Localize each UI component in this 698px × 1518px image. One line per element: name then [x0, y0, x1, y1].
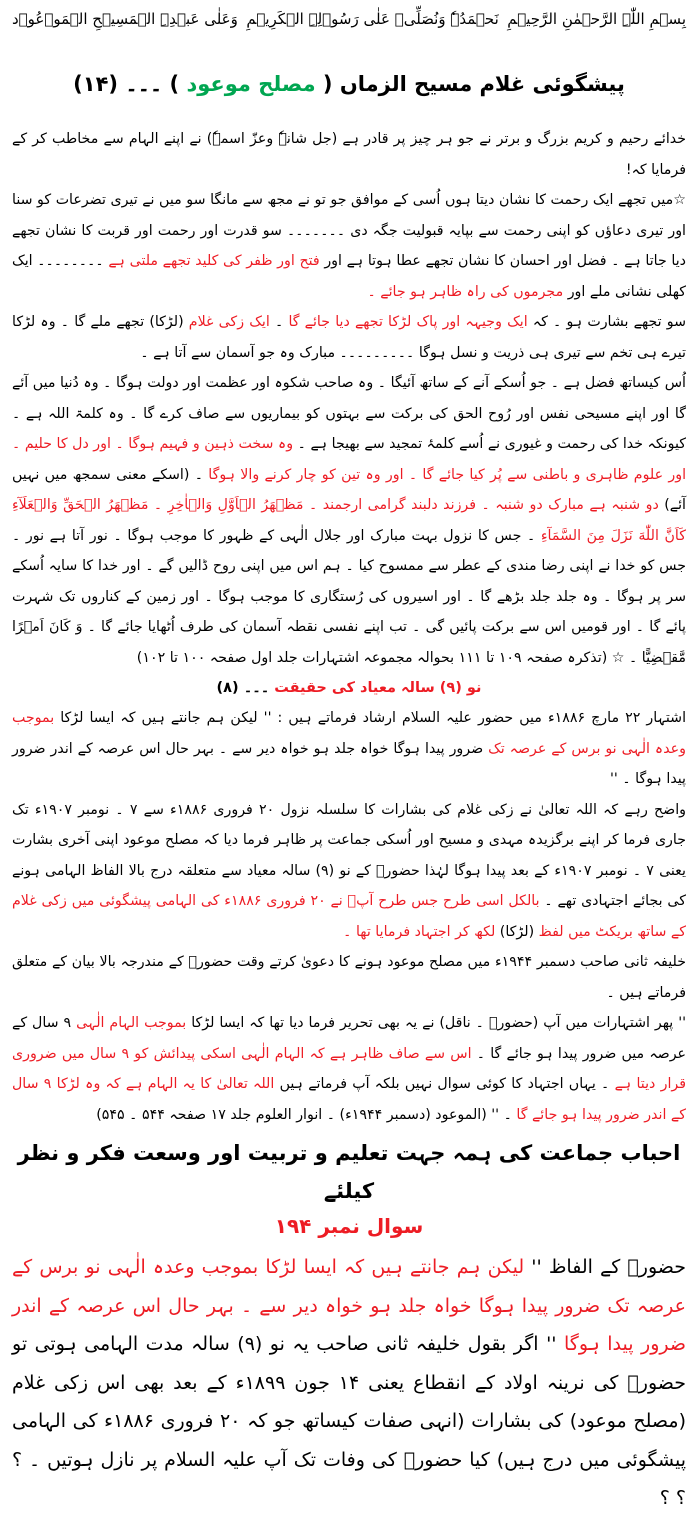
bismillah-header [12, 6, 686, 34]
wa-ala-text: وَعَلٰی عَبۡدِہِ الۡمَسِیۡحِ الۡمَوۡعُوۡد [12, 10, 238, 28]
paragraph-revelation-2: سو تجھے بشارت ہو ۔ کہ ایک وجیہہ اور پاک لڑکا تجھے دیا جائے گا ۔ ایک زکی غلام (لڑکا) تجھے ملے گا ۔ وہ لڑکا تیرے ہی تخم سے تیری ہی ذریت و نسل ہوگا ۔۔۔۔۔۔۔۔۔ مبارک وہ جو آسمان سے آتا ہے ۔ [12, 314, 686, 361]
paragraph-explanation: واضح رہے کہ اللہ تعالیٰ نے زکی غلام کی بشارات کا سلسلہ نزول ۲۰ فروری ۱۸۸۶ء سے ۷ ۔ نومبر ۱۹۰۷ء تک جاری فرما کر اپنے برگزیدہ مہدی و مسیح اور اُسکی جماعت پر ظاہر فرما دیا کہ مصلح موعود اپنی آخری بشارت یعنی ۷ ۔ نومبر ۱۹۰۷ء کے بعد پیدا ہوگا لہٰذا حضورؑ کے نو (۹) سالہ معیاد سے متعلقہ درج بالا الفاظ الہامی ہونے کی بجائے اجتہادی تھے ۔ بالکل اسی طرح جس طرح آپؑ نے ۲۰ فروری ۱۸۸۶ء کی الہامی پیشگوئی میں زکی غلام کے ساتھ بریکٹ میں لفظ (لڑکا) لکھ کر اجتہاد فرمایا تھا ۔ [12, 801, 687, 940]
paragraph-revelation-3: اُس کیساتھ فضل ہے ۔ جو اُسکے آنے کے ساتھ آئیگا ۔ وہ صاحب شکوہ اور عظمت اور دولت ہوگا ۔ وہ دُنیا میں آئے گا اور اپنے مسیحی نفس اور رُوح الحق کی برکت سے بہتوں کو بیماریوں سے صاف کرے گا ۔ وہ کلمۃ اللہ ہے ۔ کیونکہ خدا کی رحمت و غیوری نے اُسے کلمۂ تمجید سے بھیجا ہے ۔ وہ سخت ذہین و فہیم ہوگا ۔ اور دل کا حلیم ۔ اور علوم ظاہری و باطنی سے پُر کیا جائے گا ۔ اور وہ تین کو چار کرنے والا ہوگا ۔ (اسکے معنی سمجھ میں نہیں آئے) دو شنبہ ہے مبارک دو شنبہ ۔ فرزند دلبند گرامی ارجمند ۔ مَظۡهَرُ الۡاَوَّلِ وَالۡاٰخِرِ ۔ مَظۡهَرُ الۡحَقِّ وَالۡعَلَآءِ کَاَنَّ اللّٰهَ نَزَلَ مِنَ السَّمَآءِ ۔ جس کا نزول بہت مبارک اور جلال الٰہی کے ظہور کا موجب ہوگا ۔ نور آتا ہے نور ۔ جس کو خدا نے اپنی رضا مندی کے عطر سے ممسوح کیا ۔ ہم اس میں اپنی روح ڈالیں گے ۔ اور خدا کا سایہ اُسکے سر پر ہوگا ۔ وہ جلد جلد بڑھے گا ۔ اور اسیروں کی رُستگاری کا موجب ہوگا ۔ اور زمین کے کناروں تک شہرت پائے گا ۔ اور قومیں اس سے برکت پائیں گی ۔ تب اپنے نفسی نقطہ آسمان کی طرف اُٹھایا جائے گا ۔ وَ كَانَ اَمۡرًا مَّقۡضِيًّا ۔ ☆ (تذکرہ صفحہ ۱۰۹ تا ۱۱۱ بحوالہ مجموعہ اشتہارات جلد اول صفحہ ۱۰۰ تا ۱۰۲) [12, 375, 687, 666]
page-title: پیشگوئی غلام مسیح الزماں ( مصلح موعود ) ۔۔۔ (۱۴) [73, 72, 625, 96]
paragraph-intro: خدائے رحیم و کریم بزرگ و برتر نے جو ہر چیز پر قادر ہے (جل شانہٗ وعزّ اسمہٗ) نے اپنے الہام سے مخاطب کر کے فرمایا کہ! [12, 131, 686, 178]
paragraph-revelation-1: ☆میں تجھے ایک رحمت کا نشان دیتا ہوں اُسی کے موافق جو تو نے مجھ سے مانگا سو میں نے تیری تضرعات کو سنا اور تیری دعاؤں کو اپنی رحمت سے بپایہ قبولیت جگہ دی ۔۔۔۔۔۔۔ سو قدرت اور رحمت اور قربت کا نشان تجھے دیا جاتا ہے ۔ فضل اور احسان کا نشان تجھے عطا ہوتا ہے اور فتح اور ظفر کی کلید تجھے ملتی ہے ۔۔۔۔۔۔۔۔ ایک کھلی نشانی ملے اور مجرموں کی راہ ظاہر ہو جائے ۔ [12, 192, 686, 300]
question-text: حضورؑ کے الفاظ '' لیکن ہم جانتے ہیں کہ ایسا لڑکا بموجب وعدہ الٰہی نو برس کے عرصہ تک ضرور پیدا ہوگا خواہ جلد ہو خواہ دیر سے ۔ بہر حال اس عرصہ کے اندر ضرور پیدا ہوگا '' اگر بقول خلیفہ ثانی صاحب یہ نو (۹) سالہ مدت الہامی ہوتی تو حضورؑ کی نرینہ اولاد کے انقطاع یعنی ۱۴ جون ۱۸۹۹ء کے بعد بھی اس زکی غلام (مصلح موعود) کی بشارات (انہی صفات کیساتھ جو کہ ۲۰ فروری ۱۸۸۶ء کی الہامی پیشگوئی میں درج ہیں) کیا حضورؑ کی وفات تک آپ علیہ السلام پر نازل ہوتیں ۔ ؟ ؟ ؟ [12, 1256, 687, 1509]
section-heading: نو (۹) سالہ معیاد کی حقیقت ۔۔۔ (۸) [216, 680, 482, 696]
title-highlight: مصلح موعود [186, 72, 316, 96]
nahmaduhu-text: نَحۡمَدُہٗ وَنُصَلِّیۡ عَلٰی رَسُوۡلِہِ الۡکَرِیۡمِ [246, 10, 499, 28]
call-heading: احباب جماعت کی ہمہ جہت تعلیم و تربیت اور وسعت فکر و نظر کیلئے [17, 1141, 681, 1203]
question-number: سوال نمبر ۱۹۴ [274, 1214, 424, 1238]
paragraph-announcement: اشتہار ۲۲ مارچ ۱۸۸۶ء میں حضور علیہ السلام ارشاد فرماتے ہیں : '' لیکن ہم جانتے ہیں کہ ایسا لڑکا بموجب وعدہ الٰہی نو برس کے عرصہ تک ضرور پیدا ہوگا خواہ جلد ہو خواہ دیر سے ۔ بہر حال اس عرصہ کے اندر ضرور پیدا ہوگا ۔ '' [12, 710, 687, 787]
paragraph-quote: '' پھر اشتہارات میں آپ (حضورؑ ۔ ناقل) نے یہ بھی تحریر فرما دیا تھا کہ ایسا لڑکا بموجب الہام الٰہی ۹ سال کے عرصہ میں ضرور پیدا ہو جائے گا ۔ اس سے صاف ظاہر ہے کہ الہام الٰہی اسکی پیدائش کو ۹ سال میں ضروری قرار دیتا ہے ۔ یہاں اجتہاد کا کوئی سوال نہیں بلکہ آپ فرماتے ہیں اللہ تعالیٰ کا یہ الہام ہے کہ وہ لڑکا ۹ سال کے اندر ضرور پیدا ہو جائے گا ۔ '' (الموعود (دسمبر ۱۹۴۴ء) ۔ انوار العلوم جلد ۱۷ صفحہ ۵۴۴ ۔ ۵۴۵) [12, 1015, 687, 1123]
bismillah-text: بِسۡمِ اللّٰہِ الرَّحۡمٰنِ الرَّحِیۡمِ [507, 10, 686, 28]
paragraph-khalifa: خلیفہ ثانی صاحب دسمبر ۱۹۴۴ء میں مصلح موعود ہونے کا دعویٰ کرتے وقت حضورؑ کے مندرجہ بالا بیان کے متعلق فرماتے ہیں ۔ [12, 954, 686, 1001]
